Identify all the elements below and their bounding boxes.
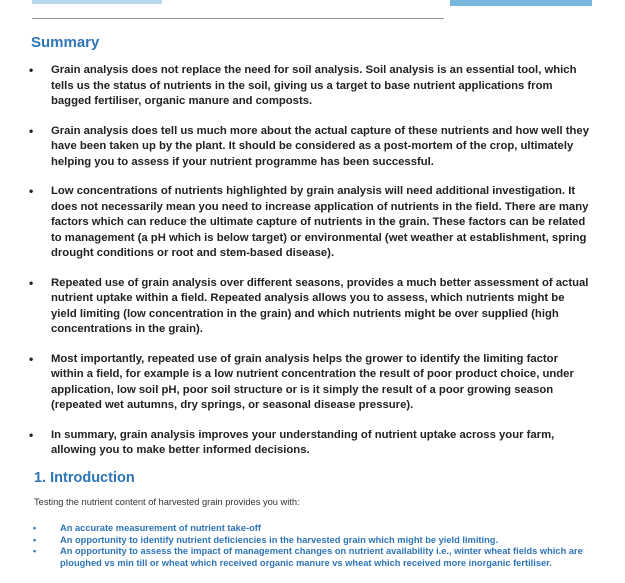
summary-item bbox=[28, 352, 593, 414]
summary-heading: Summary bbox=[31, 34, 100, 51]
introduction-lead: Testing the nutrient content of harvested grain provides you with: bbox=[34, 497, 300, 507]
summary-item-text: In summary, grain analysis improves your understanding of nutrient uptake across your farm, allowing you to make better informed decisions. bbox=[51, 428, 555, 456]
summary-item bbox=[28, 124, 593, 171]
introduction-list bbox=[30, 523, 590, 569]
introduction-item bbox=[30, 535, 590, 547]
summary-item-text: Most importantly, repeated use of grain analysis helps the grower to identify the limiting factor within a field, for example is a low nutrient concentration the result of poor product choice, under application, low soil pH, poor soil structure or is it simply the result of a poor growing season (repeated wet autumns, dry springs, or seasonal disease pressure). bbox=[51, 352, 574, 411]
header-title-fragment bbox=[32, 0, 162, 4]
summary-item-text: Grain analysis does not replace the need for soil analysis. Soil analysis is an essential tool, which tells us the status of nutrients in the soil, giving us a target to base nutrient applications from bagged fertiliser, organic manure and composts. bbox=[51, 64, 577, 107]
summary-item-text: Repeated use of grain analysis over different seasons, provides a much better assessment of actual nutrient uptake within a field. Repeated analysis allows you to assess, which nutrients might be yield limiting (low concentration in the grain) and which nutrients might be over supplied (high concentrations in the grain). bbox=[51, 276, 589, 335]
introduction-heading: 1. Introduction bbox=[34, 470, 135, 486]
bullet-icon: • bbox=[33, 546, 37, 556]
page-header bbox=[0, 0, 625, 20]
summary-list bbox=[28, 63, 593, 473]
introduction-item-text: An opportunity to identify nutrient deficiencies in the harvested grain which might be yield limiting. bbox=[60, 534, 499, 545]
bullet-icon: • bbox=[33, 523, 37, 533]
bullet-icon: • bbox=[29, 63, 34, 77]
summary-item bbox=[28, 184, 593, 262]
introduction-item-text: An opportunity to assess the impact of management changes on nutrient availability i.e., winter wheat fields which are ploughed vs min till or wheat which received organic manure vs wheat which received more inorganic fertiliser. bbox=[60, 546, 583, 568]
bullet-icon: • bbox=[29, 427, 34, 442]
header-divider bbox=[32, 18, 444, 19]
summary-item bbox=[28, 63, 593, 110]
introduction-item bbox=[30, 523, 590, 535]
summary-item-text: Low concentrations of nutrients highlighted by grain analysis will need additional investigation. It does not necessarily mean you need to increase application of nutrients in the field. There are many factors which can reduce the ultimate capture of nutrients in the grain. These factors can be related to management (a pH which is below target) or environmental (wet weather at establishment, spring drought conditions or root and stem-based disease). bbox=[51, 185, 589, 259]
bullet-icon: • bbox=[29, 275, 34, 290]
introduction-item bbox=[30, 546, 590, 569]
summary-item-text: Grain analysis does tell us much more about the actual capture of these nutrients and how well they have been taken up by the plant. It should be considered as a post-mortem of the crop, ultimately helping you to assess if your nutrient programme has been successful. bbox=[51, 124, 589, 168]
summary-item bbox=[28, 276, 593, 338]
introduction-item-text: An accurate measurement of nutrient take-off bbox=[60, 523, 261, 533]
header-accent-tab bbox=[450, 0, 592, 6]
bullet-icon: • bbox=[29, 123, 34, 138]
bullet-icon: • bbox=[29, 351, 34, 366]
summary-item bbox=[28, 428, 593, 459]
bullet-icon: • bbox=[29, 184, 34, 198]
bullet-icon: • bbox=[33, 534, 37, 545]
